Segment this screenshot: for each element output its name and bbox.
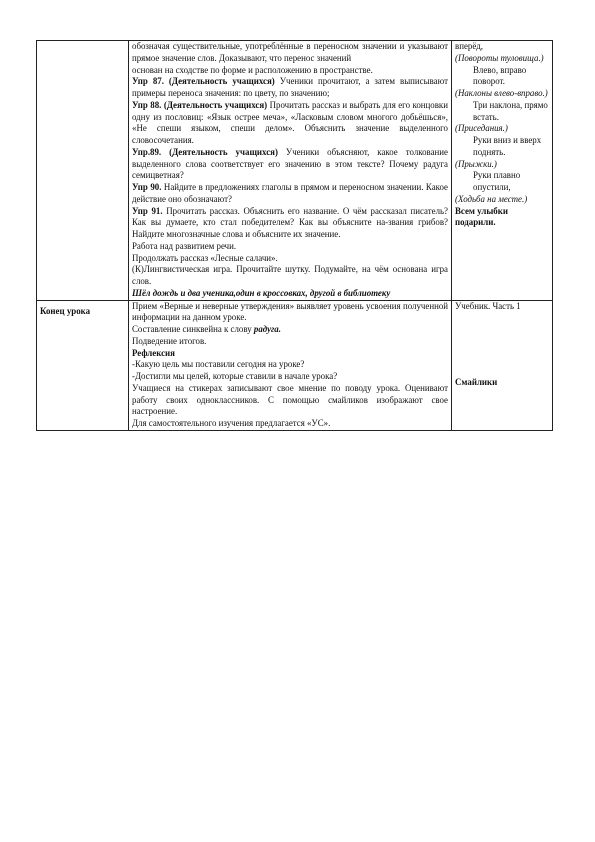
lesson-plan-table bbox=[36, 40, 553, 431]
exercise-91: Упр 91. Прочитать рассказ. Объяснить его название. О чём рассказал писатель? Как вы думаете, кто стал победителем? Как вы объясните на-звания грибов? Найдите многозначные слова и объясните их значение. bbox=[132, 205, 448, 239]
text-paragraph: -Достигли мы целей, которые ставили в начале урока? bbox=[132, 371, 338, 381]
text-paragraph: -Какую цель мы поставили сегодня на уроке? bbox=[132, 359, 305, 370]
text-paragraph: Продолжать рассказ «Лесные салачи». bbox=[132, 252, 278, 263]
reflection-heading: Рефлексия bbox=[132, 347, 175, 358]
resources-cell bbox=[452, 300, 553, 430]
stage-cell bbox=[37, 41, 129, 301]
side-text: Руки вниз и вверх поднять. bbox=[473, 135, 542, 157]
text-paragraph: обозначая существительные, употреблённые в переносном значении и указывают прямое значение слов. Доказывают, что перенос значений bbox=[132, 41, 448, 63]
spacer bbox=[455, 312, 549, 377]
side-text: вперёд, bbox=[455, 41, 483, 51]
side-text: (Ходьба на месте.) bbox=[455, 193, 528, 204]
activities-cell bbox=[129, 300, 452, 430]
exercise-88: Упр 88. (Деятельность учащихся) Прочитать рассказ и выбрать для его концовки одну из пословиц: «Язык острее меча», «Ласковым словом многого добьёшься», «Не спеши языком, спеши делом». Объяснить значение выделенного словосочетания. bbox=[132, 99, 448, 145]
side-text: Всем улыбки подарили. bbox=[455, 205, 508, 228]
text-paragraph: Прием «Верные и неверные утверждения» выявляет уровень усвоения полученной информации на данном уроке. bbox=[132, 300, 448, 323]
side-text: Три наклона, прямо встать. bbox=[473, 99, 548, 122]
exercise-87: Упр 87. (Деятельность учащихся) Ученики прочитают, а затем выписывают примеры переноса значения: по цвету, по значению; bbox=[132, 76, 448, 98]
text-paragraph: Учащиеся на стикерах записывают свое мнение по поводу урока. Оценивают работу своих одноклассников. С помощью смайликов изображают свое настроение. bbox=[132, 382, 448, 417]
table-row bbox=[37, 41, 553, 301]
exercise-90: Упр 90. Найдите в предложениях глаголы в прямом и переносном значении. Какое действие оно обозначают? bbox=[132, 182, 448, 204]
side-text: (Приседания.) bbox=[455, 123, 508, 134]
exercise-89: Упр.89. (Деятельность учащихся) Ученики объясняют, какое толкование выделенного слова соответствует его значению в этом тексте? Почему радуга семицветная? bbox=[132, 146, 448, 181]
side-text: (Повороты туловища.) bbox=[455, 52, 544, 63]
text-paragraph: Для самостоятельного изучения предлагается «УС». bbox=[132, 418, 331, 428]
side-text: (Прыжки.) bbox=[455, 158, 497, 169]
activities-cell bbox=[129, 41, 452, 301]
stage-cell bbox=[37, 300, 129, 430]
side-text: Учебник. Часть 1 bbox=[455, 300, 521, 311]
side-text: (Наклоны влево-вправо.) bbox=[455, 88, 548, 98]
stage-label: Конец урока bbox=[40, 305, 91, 316]
text-paragraph: (К)Лингвистическая игра. Прочитайте шутку. Подумайте, на чём основана игра слов. bbox=[132, 264, 448, 286]
text-paragraph: Составление синквейна к слову радуга. bbox=[132, 324, 281, 334]
side-text: Руки плавно опустили, bbox=[473, 170, 521, 192]
text-paragraph: Работа над развитием речи. bbox=[132, 240, 237, 251]
text-paragraph: Подведение итогов. bbox=[132, 335, 207, 346]
side-text: Влево, вправо поворот. bbox=[473, 64, 527, 87]
joke-text: Шёл дождь и два ученика,один в кроссовках, другой в библиотеку bbox=[132, 287, 391, 298]
table-row bbox=[37, 300, 553, 430]
resources-cell bbox=[452, 41, 553, 301]
side-text: Смайлики bbox=[455, 377, 498, 388]
text-paragraph: основан на сходстве по форме и расположению в пространстве. bbox=[132, 64, 373, 75]
